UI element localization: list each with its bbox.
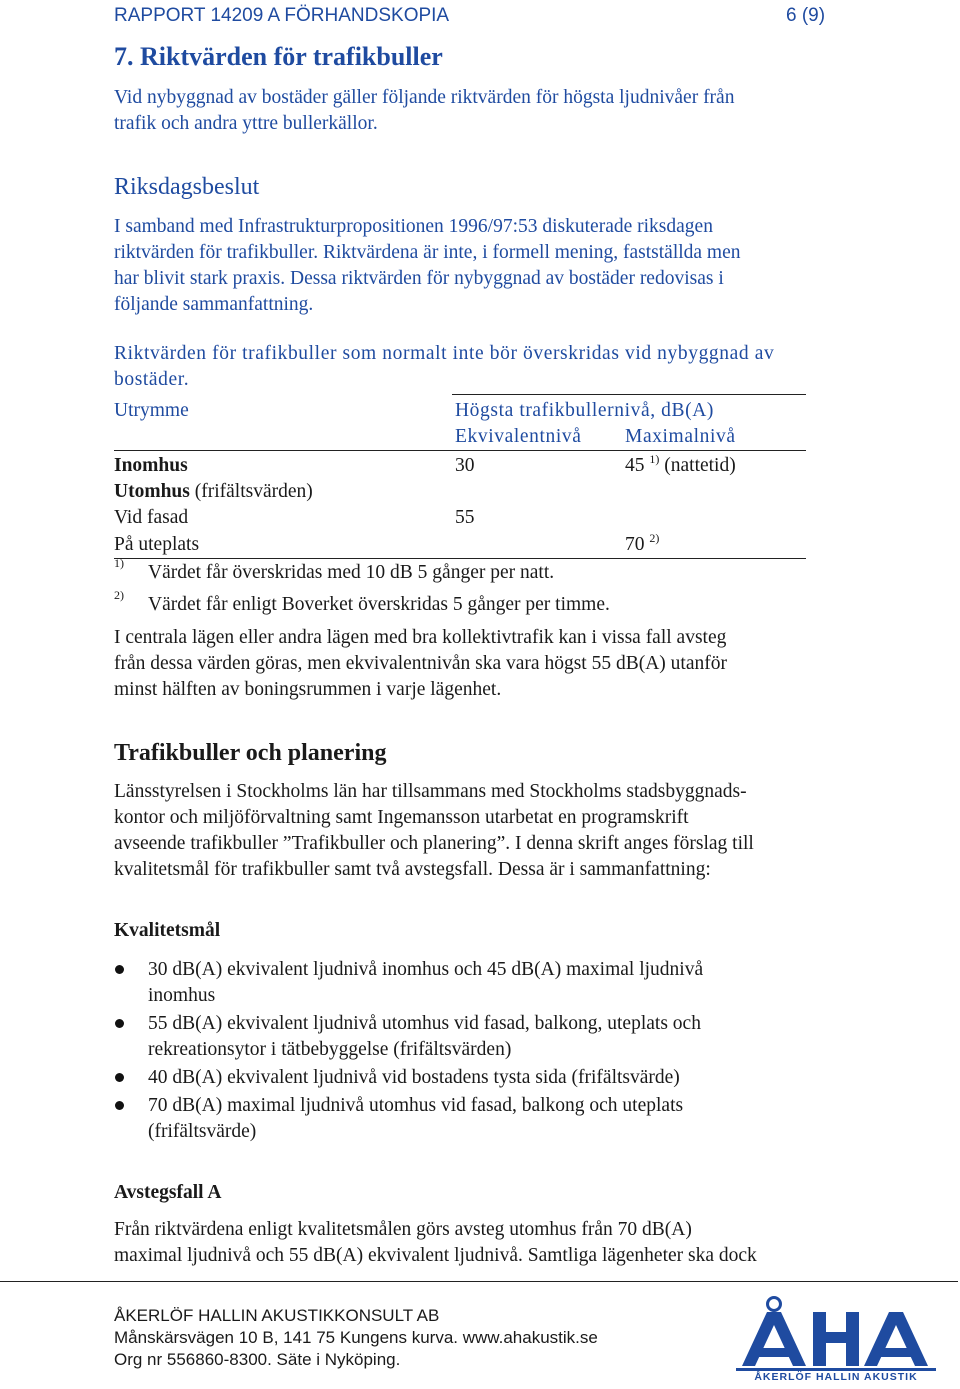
bullet-icon xyxy=(115,1101,124,1110)
row-label: På uteplats xyxy=(114,534,200,555)
table-bottom-rule xyxy=(114,558,806,559)
row-max xyxy=(625,453,736,479)
col-space-header: Utrymme xyxy=(114,400,189,421)
footnote-mark-1: 1) xyxy=(114,556,124,570)
company-logo xyxy=(736,1292,936,1384)
table-top-rule xyxy=(452,394,806,395)
table-row xyxy=(114,453,806,479)
planering-line: Länsstyrelsen i Stockholms län har tillsammans med Stockholms stadsbyggnads- xyxy=(114,781,747,802)
footer-org: Org nr 556860-8300. Säte i Nyköping. xyxy=(114,1350,401,1369)
row-eq: 55 xyxy=(455,507,475,528)
footer-rule xyxy=(0,1281,958,1282)
riksdagsbeslut-line: I samband med Infrastrukturpropositionen 1996/97:53 diskuterade riksdagen xyxy=(114,216,713,237)
planering-line: avseende trafikbuller ”Trafikbuller och planering”. I denna skrift anges förslag till xyxy=(114,833,754,854)
report-title: RAPPORT 14209 A FÖRHANDSKOPIA xyxy=(114,5,450,26)
bullet-icon xyxy=(115,1073,124,1082)
caption-line: bostäder. xyxy=(114,369,190,390)
table-row xyxy=(114,505,806,531)
row-label-note: (frifältsvärden) xyxy=(194,481,313,502)
avstegsfall-text xyxy=(114,1217,757,1269)
planering-line: kontor och miljöförvaltning samt Ingemansson utarbetat en programskrift xyxy=(114,807,689,828)
list-item xyxy=(148,1065,680,1091)
after-table-line: från dessa värden göras, men ekvivalentnivån ska vara högst 55 dB(A) utanför xyxy=(114,653,727,674)
row-label: Utomhus xyxy=(114,481,190,502)
caption-line: Riktvärden för trafikbuller som normalt inte bör överskridas vid nybyggnad av xyxy=(114,343,775,364)
footnote-1: Värdet får överskridas med 10 dB 5 gånger per natt. xyxy=(148,562,555,583)
row-max-footnote: 1) xyxy=(649,452,660,466)
riksdagsbeslut-line: har blivit stark praxis. Dessa riktvärden för nybyggnad av bostäder redovisas i xyxy=(114,268,724,289)
after-table-line: I centrala lägen eller andra lägen med bra kollektivtrafik kan i vissa fall avsteg xyxy=(114,627,727,648)
row-max-footnote: 2) xyxy=(649,531,660,545)
list-item-line: (frifältsvärde) xyxy=(148,1121,257,1142)
list-item-line: 30 dB(A) ekvivalent ljudnivå inomhus och 45 dB(A) maximal ljudnivå xyxy=(148,959,704,980)
planering-heading: Trafikbuller och planering xyxy=(114,740,387,766)
logo-caption: ÅKERLÖF HALLIN AKUSTIK xyxy=(754,1371,918,1383)
intro-line: Vid nybyggnad av bostäder gäller följande riktvärden för högsta ljudnivåer från xyxy=(114,87,735,108)
row-max-value: 45 xyxy=(625,455,645,476)
kvalitetsmal-heading-text: Kvalitetsmål xyxy=(114,920,221,941)
table-row xyxy=(114,479,313,505)
after-table-text xyxy=(114,625,727,703)
list-item-line: 55 dB(A) ekvivalent ljudnivå utomhus vid fasad, balkong, uteplats och xyxy=(148,1013,701,1034)
page-number: 6 (9) xyxy=(786,5,826,26)
col-eq-header: Ekvivalentnivå xyxy=(455,426,582,447)
list-item-line: 70 dB(A) maximal ljudnivå utomhus vid fasad, balkong och uteplats xyxy=(148,1095,684,1116)
planering-text xyxy=(114,779,754,883)
row-max-note: (nattetid) xyxy=(664,455,736,476)
section-intro xyxy=(114,85,734,137)
footer-address: Månskärsvägen 10 B, 141 75 Kungens kurva. www.ahakustik.se xyxy=(114,1328,598,1347)
row-label: Vid fasad xyxy=(114,507,189,528)
list-item-line: rekreationsytor i tätbebyggelse (frifältsvärden) xyxy=(148,1039,512,1060)
footnote-mark-2: 2) xyxy=(114,588,124,602)
after-table-line: minst hälften av boningsrummen i varje lägenhet. xyxy=(114,679,502,700)
row-label: Inomhus xyxy=(114,455,188,476)
avstegsfall-heading-text: Avstegsfall A xyxy=(114,1182,222,1203)
list-item xyxy=(148,1011,701,1063)
table-caption xyxy=(114,341,774,393)
list-item xyxy=(148,957,703,1009)
table-row xyxy=(114,532,806,558)
list-item xyxy=(148,1093,683,1145)
list-item-line: inomhus xyxy=(148,985,216,1006)
section-heading: 7. Riktvärden för trafikbuller xyxy=(114,42,443,71)
col-max-header: Maximalnivå xyxy=(625,426,736,447)
footer-company: ÅKERLÖF HALLIN AKUSTIKKONSULT AB xyxy=(114,1306,440,1325)
row-eq: 30 xyxy=(455,455,475,476)
riksdagsbeslut-line: riktvärden för trafikbuller. Riktvärdena är inte, i formell mening, fastställda men xyxy=(114,242,741,263)
kvalitetsmal-heading xyxy=(114,918,220,944)
avstegsfall-heading xyxy=(114,1180,221,1206)
row-max xyxy=(625,532,659,558)
riksdagsbeslut-heading: Riksdagsbeslut xyxy=(114,174,260,200)
planering-line: kvalitetsmål för trafikbuller samt två avstegsfall. Dessa är i sammanfattning: xyxy=(114,859,711,880)
bullet-icon xyxy=(115,1019,124,1028)
list-item-line: 40 dB(A) ekvivalent ljudnivå vid bostadens tysta sida (frifältsvärde) xyxy=(148,1067,680,1088)
avstegsfall-line: maximal ljudnivå och 55 dB(A) ekvivalent ljudnivå. Samtliga lägenheter ska dock xyxy=(114,1245,757,1266)
col-group-header: Högsta trafikbullernivå, dB(A) xyxy=(455,400,714,421)
riksdagsbeslut-text xyxy=(114,214,741,318)
row-max-value: 70 xyxy=(625,534,645,555)
riksdagsbeslut-line: följande sammanfattning. xyxy=(114,294,314,315)
intro-line: trafik och andra yttre bullerkällor. xyxy=(114,113,378,134)
avstegsfall-line: Från riktvärdena enligt kvalitetsmålen görs avsteg utomhus från 70 dB(A) xyxy=(114,1219,692,1240)
table-header-rule xyxy=(114,450,806,451)
bullet-icon xyxy=(115,965,124,974)
footnote-2: Värdet får enligt Boverket överskridas 5 gånger per timme. xyxy=(148,594,610,615)
